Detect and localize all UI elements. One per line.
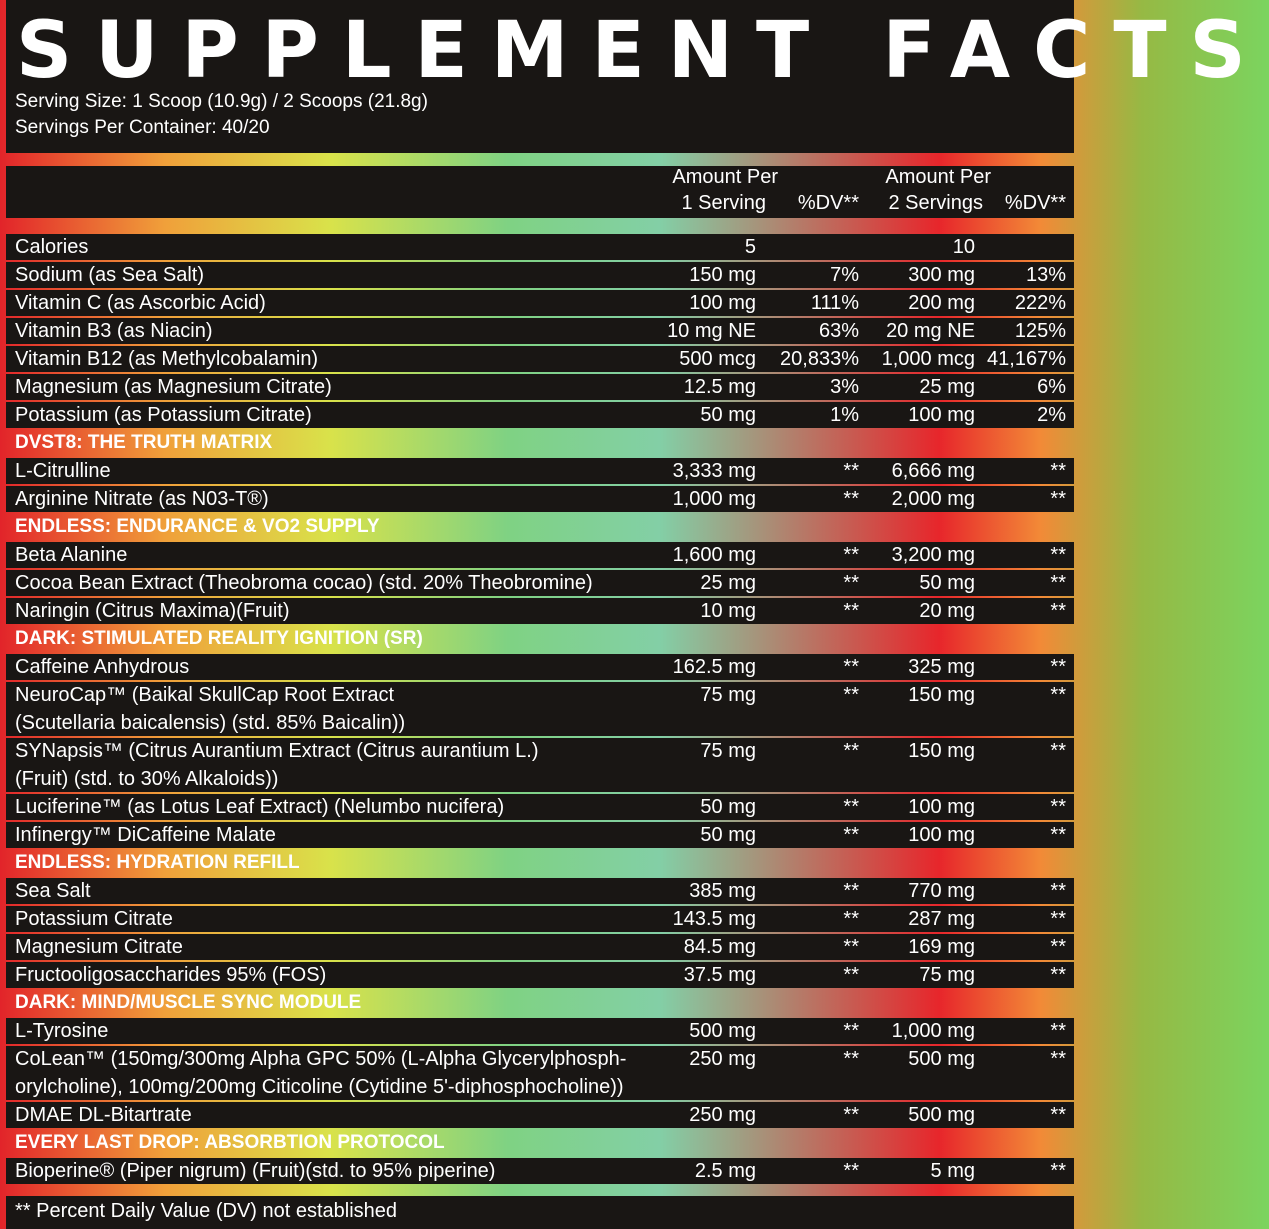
ingredient-name: [15, 374, 332, 400]
amount-per-2-servings: 500 mg: [908, 1048, 975, 1070]
amount-per-serving: 500 mcg: [679, 348, 756, 370]
dv-per-serving: **: [843, 880, 859, 902]
section-title: DVST8: THE TRUTH MATRIX: [15, 432, 273, 453]
dv-per-2-servings: **: [1050, 740, 1066, 762]
amount-per-2-servings: 1,000 mcg: [881, 348, 975, 370]
amount-per-serving: 385 mg: [689, 880, 756, 902]
dv-per-2-servings: **: [1050, 656, 1066, 678]
table-row: [6, 738, 1074, 792]
amount-per-serving: 10 mg NE: [667, 320, 756, 342]
dv-per-serving: **: [843, 796, 859, 818]
section-header: [6, 430, 1074, 456]
amount-per-serving: 250 mg: [689, 1048, 756, 1070]
ingredient-name-line1: Potassium Citrate: [15, 908, 173, 930]
amount-per-serving: 1,600 mg: [672, 544, 756, 566]
table-row: [6, 1158, 1074, 1184]
table-row: [6, 486, 1074, 512]
amount-per-2-servings: 20 mg NE: [886, 320, 975, 342]
ingredient-name: [15, 906, 173, 932]
dv-per-2-servings: 6%: [1037, 376, 1066, 398]
table-row: [6, 542, 1074, 568]
section-title: DARK: STIMULATED REALITY IGNITION (SR): [15, 628, 423, 649]
dv-per-2-servings: 41,167%: [987, 348, 1066, 370]
supplement-facts-label: [6, 0, 1269, 1229]
dv-per-2-servings: **: [1050, 964, 1066, 986]
ingredient-name: [15, 962, 326, 988]
dv-per-2-servings: **: [1050, 572, 1066, 594]
ingredient-name: [15, 570, 593, 596]
dv-per-2-servings: **: [1050, 824, 1066, 846]
dv-per-2-servings: **: [1050, 936, 1066, 958]
servings-per-container: Servings Per Container: 40/20: [15, 117, 270, 138]
ingredient-name: [15, 262, 204, 288]
dv-per-2-servings: **: [1050, 600, 1066, 622]
amount-per-serving: 50 mg: [700, 824, 756, 846]
amount-per-2-servings: 10: [952, 236, 975, 258]
table-row: [6, 458, 1074, 484]
ingredient-name: [15, 598, 289, 624]
column-header: [6, 166, 1074, 218]
section-header: [6, 626, 1074, 652]
amount-per-2-servings: 325 mg: [908, 656, 975, 678]
amount-per-serving: 3,333 mg: [672, 460, 756, 482]
label-footer: [6, 1196, 1074, 1229]
section-header: [6, 990, 1074, 1016]
ingredient-name: [15, 654, 189, 680]
dv-per-2-servings: 2%: [1037, 404, 1066, 426]
dv-per-serving: **: [843, 656, 859, 678]
dv-per-serving: **: [843, 1048, 859, 1070]
ingredient-name: [15, 486, 269, 512]
ingredient-name-line1: Magnesium (as Magnesium Citrate): [15, 376, 332, 398]
table-row: [6, 402, 1074, 428]
dv-per-2-servings: **: [1050, 544, 1066, 566]
dv-per-serving: **: [843, 936, 859, 958]
amount-per-serving: 75 mg: [700, 740, 756, 762]
amount-per-serving: 12.5 mg: [683, 376, 756, 398]
amount-per-2-servings: 500 mg: [908, 1104, 975, 1126]
col-amount-2-line1: Amount Per: [885, 166, 991, 188]
table-row: [6, 290, 1074, 316]
ingredient-name-line1: Infinergy™ DiCaffeine Malate: [15, 824, 276, 846]
section-title: EVERY LAST DROP: ABSORBTION PROTOCOL: [15, 1132, 445, 1153]
dv-per-serving: 111%: [810, 292, 859, 314]
ingredient-name: [15, 822, 276, 848]
dv-per-serving: **: [843, 1104, 859, 1126]
ingredient-name: [15, 346, 318, 372]
table-row: [6, 906, 1074, 932]
dv-per-serving: **: [843, 572, 859, 594]
dv-per-serving: 63%: [818, 320, 859, 342]
ingredient-name-line1: Beta Alanine: [15, 544, 128, 566]
dv-per-serving: **: [843, 740, 859, 762]
ingredient-name: [15, 682, 406, 734]
dv-per-2-servings: **: [1050, 880, 1066, 902]
amount-per-2-servings: 100 mg: [908, 796, 975, 818]
amount-per-2-servings: 50 mg: [919, 572, 975, 594]
amount-per-serving: 50 mg: [700, 796, 756, 818]
amount-per-2-servings: 3,200 mg: [891, 544, 975, 566]
ingredient-name-line1: Vitamin B3 (as Niacin): [15, 320, 213, 342]
amount-per-serving: 250 mg: [689, 1104, 756, 1126]
dv-per-serving: **: [843, 488, 859, 510]
ingredient-name: [15, 1102, 192, 1128]
amount-per-serving: 1,000 mg: [672, 488, 756, 510]
amount-per-serving: 5: [744, 236, 756, 258]
dv-per-2-servings: **: [1050, 1104, 1066, 1126]
dv-per-2-servings: 125%: [1014, 320, 1066, 342]
amount-per-2-servings: 300 mg: [908, 264, 975, 286]
col-amount-1-line1: Amount Per: [672, 166, 778, 188]
table-row: [6, 794, 1074, 820]
amount-per-serving: 75 mg: [700, 684, 756, 706]
section-header: [6, 850, 1074, 876]
ingredient-name-line1: Naringin (Citrus Maxima)(Fruit): [15, 600, 290, 622]
dv-per-serving: **: [843, 964, 859, 986]
ingredient-name-line1: Caffeine Anhydrous: [15, 656, 190, 678]
ingredient-name: [15, 458, 111, 484]
dv-per-serving: **: [843, 600, 859, 622]
ingredient-name: [15, 1046, 627, 1098]
ingredient-name-line1: CoLean™ (150mg/300mg Alpha GPC 50% (L-Alpha Glycerylphosph-: [15, 1048, 627, 1070]
amount-per-serving: 10 mg: [700, 600, 756, 622]
amount-per-serving: 100 mg: [689, 292, 756, 314]
dv-per-serving: 1%: [830, 404, 859, 426]
label-header: [6, 0, 1269, 153]
dv-per-2-servings: **: [1050, 1020, 1066, 1042]
ingredient-name-line2: (Scutellaria baicalensis) (std. 85% Baicalin)): [15, 712, 406, 734]
table-row: [6, 1102, 1074, 1128]
table-row: [6, 682, 1074, 736]
amount-per-serving: 500 mg: [689, 1020, 756, 1042]
ingredient-name-line1: Potassium (as Potassium Citrate): [15, 404, 312, 426]
ingredient-name-line1: DMAE DL-Bitartrate: [15, 1104, 192, 1126]
col-dv-2: %DV**: [1004, 192, 1066, 214]
dv-per-serving: **: [843, 684, 859, 706]
amount-per-2-servings: 6,666 mg: [891, 460, 975, 482]
ingredient-name: [15, 794, 504, 820]
amount-per-2-servings: 169 mg: [908, 936, 975, 958]
amount-per-serving: 25 mg: [700, 572, 756, 594]
dv-per-serving: **: [843, 1160, 859, 1182]
section-title: DARK: MIND/MUSCLE SYNC MODULE: [15, 992, 362, 1013]
dv-per-serving: 3%: [830, 376, 859, 398]
table-row: [6, 1018, 1074, 1044]
ingredient-name: [15, 934, 183, 960]
dv-per-2-servings: **: [1050, 684, 1066, 706]
amount-per-2-servings: 770 mg: [908, 880, 975, 902]
dv-per-2-servings: **: [1050, 1048, 1066, 1070]
table-row: [6, 1046, 1074, 1100]
dv-per-2-servings: **: [1050, 460, 1066, 482]
table-row: [6, 234, 1074, 260]
table-row: [6, 934, 1074, 960]
table-row: [6, 570, 1074, 596]
table-row: [6, 962, 1074, 988]
table-row: [6, 878, 1074, 904]
table-row: [6, 822, 1074, 848]
ingredient-name: [15, 738, 539, 790]
dv-per-serving: 20,833%: [780, 348, 859, 370]
ingredient-name: [15, 1018, 108, 1044]
table-row: [6, 374, 1074, 400]
dv-per-2-servings: **: [1050, 908, 1066, 930]
col-amount-2-line2: 2 Servings: [888, 192, 983, 214]
col-dv-1: %DV**: [797, 192, 859, 214]
ingredient-name-line1: Arginine Nitrate (as N03-T®): [15, 488, 269, 510]
amount-per-2-servings: 75 mg: [919, 964, 975, 986]
col-amount-1-line2: 1 Serving: [681, 192, 766, 214]
ingredient-name-line1: Sodium (as Sea Salt): [15, 264, 204, 286]
dv-per-2-servings: **: [1050, 796, 1066, 818]
table-row: [6, 318, 1074, 344]
ingredient-name-line1: NeuroCap™ (Baikal SkullCap Root Extract: [15, 684, 395, 706]
amount-per-2-servings: 200 mg: [908, 292, 975, 314]
dv-per-serving: **: [843, 1020, 859, 1042]
ingredient-name: [15, 234, 88, 260]
amount-per-2-servings: 100 mg: [908, 824, 975, 846]
table-row: [6, 598, 1074, 624]
ingredient-name: [15, 878, 91, 904]
dv-per-2-servings: 13%: [1025, 264, 1066, 286]
ingredient-name-line2: orylcholine), 100mg/200mg Citicoline (Cytidine 5'-diphosphocholine)): [15, 1076, 624, 1098]
serving-size: Serving Size: 1 Scoop (10.9g) / 2 Scoops (21.8g): [15, 91, 428, 112]
table-row: [6, 346, 1074, 372]
footnote: ** Percent Daily Value (DV) not established: [15, 1200, 398, 1222]
amount-per-2-servings: 2,000 mg: [891, 488, 975, 510]
amount-per-2-servings: 20 mg: [919, 600, 975, 622]
amount-per-2-servings: 150 mg: [908, 740, 975, 762]
amount-per-2-servings: 5 mg: [930, 1160, 975, 1182]
ingredient-name-line1: Calories: [15, 236, 89, 258]
dv-per-2-servings: **: [1050, 488, 1066, 510]
amount-per-serving: 2.5 mg: [694, 1160, 756, 1182]
section-header: [6, 1130, 1074, 1156]
ingredient-name: [15, 1158, 495, 1184]
amount-per-serving: 37.5 mg: [683, 964, 756, 986]
section-header: [6, 514, 1074, 540]
ingredient-name-line1: Luciferine™ (as Lotus Leaf Extract) (Nelumbo nucifera): [15, 796, 505, 818]
ingredient-name: [15, 290, 266, 316]
ingredient-name-line1: SYNapsis™ (Citrus Aurantium Extract (Citrus aurantium L.): [15, 740, 539, 762]
section-title: ENDLESS: ENDURANCE & VO2 SUPPLY: [15, 516, 380, 537]
ingredient-name-line1: Vitamin B12 (as Methylcobalamin): [15, 348, 319, 370]
amount-per-2-servings: 1,000 mg: [891, 1020, 975, 1042]
ingredient-name-line1: Bioperine® (Piper nigrum) (Fruit)(std. to 95% piperine): [15, 1160, 496, 1182]
amount-per-2-servings: 150 mg: [908, 684, 975, 706]
ingredient-name-line1: Fructooligosaccharides 95% (FOS): [15, 964, 327, 986]
amount-per-serving: 143.5 mg: [672, 908, 756, 930]
amount-per-2-servings: 25 mg: [919, 376, 975, 398]
dv-per-serving: **: [843, 460, 859, 482]
section-title: ENDLESS: HYDRATION REFILL: [15, 852, 300, 873]
ingredient-name-line1: Magnesium Citrate: [15, 936, 183, 958]
dv-per-serving: **: [843, 908, 859, 930]
dv-per-serving: **: [843, 824, 859, 846]
amount-per-serving: 50 mg: [700, 404, 756, 426]
ingredient-name: [15, 402, 312, 428]
amount-per-2-servings: 100 mg: [908, 404, 975, 426]
amount-per-2-servings: 287 mg: [908, 908, 975, 930]
table-row: [6, 654, 1074, 680]
dv-per-serving: 7%: [830, 264, 859, 286]
ingredient-name-line1: L-Tyrosine: [15, 1020, 109, 1042]
ingredient-name-line1: Cocoa Bean Extract (Theobroma cocao) (std. 20% Theobromine): [15, 572, 593, 594]
amount-per-serving: 162.5 mg: [672, 656, 756, 678]
ingredient-name-line1: Sea Salt: [15, 880, 91, 902]
ingredient-name-line1: Vitamin C (as Ascorbic Acid): [15, 292, 266, 314]
ingredient-name: [15, 542, 127, 568]
amount-per-serving: 84.5 mg: [683, 936, 756, 958]
ingredient-name-line1: L-Citrulline: [15, 460, 111, 482]
amount-per-serving: 150 mg: [689, 264, 756, 286]
ingredient-name-line2: (Fruit) (std. to 30% Alkaloids)): [15, 768, 279, 790]
dv-per-serving: **: [843, 544, 859, 566]
ingredient-name: [15, 318, 212, 344]
dv-per-2-servings: 222%: [1014, 292, 1066, 314]
page-title: SUPPLEMENT FACTS: [16, 6, 1269, 96]
table-row: [6, 262, 1074, 288]
dv-per-2-servings: **: [1050, 1160, 1066, 1182]
